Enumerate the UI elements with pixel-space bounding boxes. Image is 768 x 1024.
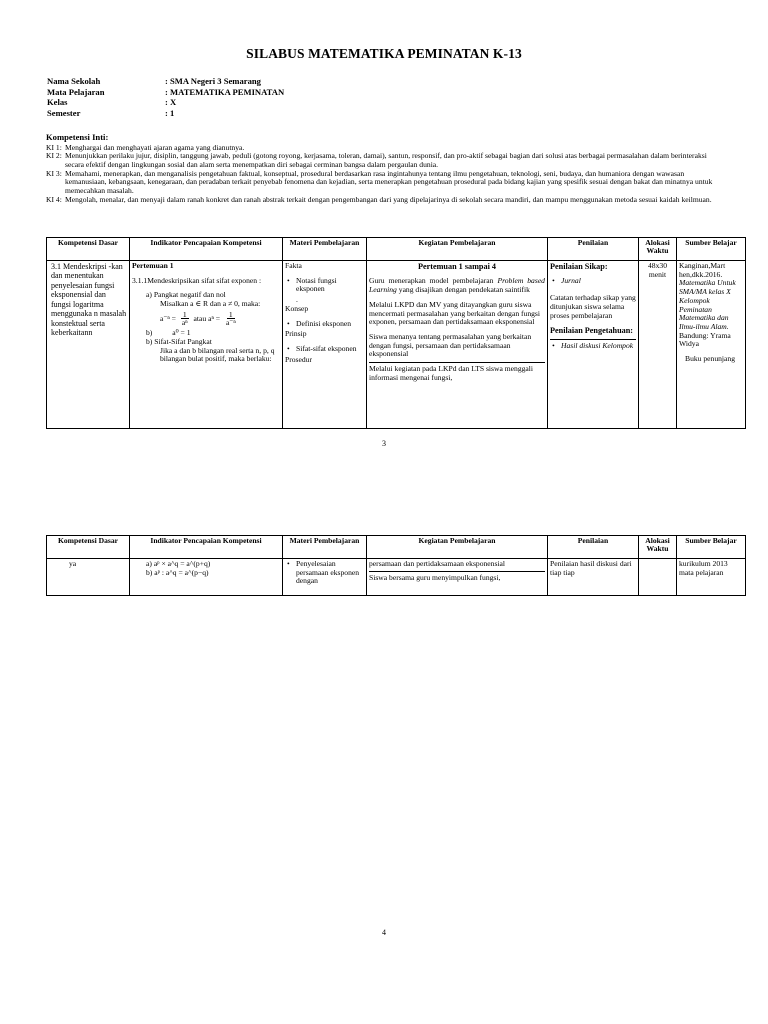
- info-value: : SMA Negeri 3 Semarang: [165, 76, 261, 86]
- info-label: Kelas: [47, 97, 68, 107]
- materi-item: • Definisi eksponen: [285, 320, 364, 329]
- kegiatan-heading: Pertemuan 1 sampai 4: [417, 262, 496, 271]
- ki-item: [46, 152, 726, 169]
- materi-item: • Sifat-sifat eksponen: [285, 345, 364, 354]
- rule-text: aᵖ × a^q = a^(p+q): [153, 559, 211, 568]
- materi-item: • Penyelesaian persamaan eksponen dengan: [285, 560, 364, 586]
- sifat-b2-label: b): [146, 336, 153, 346]
- sifat-a-label: a): [146, 290, 152, 300]
- info-row-school: [47, 77, 727, 88]
- penilaian-jurnal: • Jurnal: [550, 277, 636, 286]
- col-header-materi: Materi Pembelajaran: [283, 536, 367, 559]
- sumber-publisher: Bandung: Yrama Widya: [679, 330, 731, 349]
- indikator-text: 3.1.1Mendeskripsikan sifat sifat exponen :: [132, 275, 262, 285]
- pertemuan-label: Pertemuan 1: [132, 261, 174, 270]
- col-header-ipk: Indikator Pencapaian Kompetensi: [130, 238, 283, 261]
- col-header-alokasi: Alokasi Waktu: [639, 238, 677, 261]
- ki-text: Menghargai dan menghayati ajaran agama yang dianutnya.: [65, 142, 245, 152]
- materi-prosedur: Prosedur: [285, 354, 312, 364]
- core-competencies: [46, 133, 726, 204]
- cell-kd: [47, 559, 130, 596]
- cell-materi: [283, 559, 367, 596]
- col-header-sumber: Sumber Belajar: [677, 238, 746, 261]
- kegiatan-text: Guru menerapkan model pembelajaran: [369, 276, 494, 286]
- fraction-numerator: 1: [228, 309, 233, 319]
- divider: [369, 362, 545, 363]
- syllabus-table-page-4: [46, 535, 746, 596]
- sifat-b2-line2: Jika a dan b bilangan real serta n, p, q bilangan bulat positif, maka berlaku:: [160, 345, 275, 364]
- col-header-kd: Kompetensi Dasar: [47, 238, 130, 261]
- rule-text: aᵖ : a^q = a^(p−q): [154, 567, 209, 577]
- rule-label: a): [146, 559, 152, 568]
- quotient-rule: [132, 569, 280, 578]
- cell-penilaian: [548, 261, 639, 429]
- col-header-penilaian: Penilaian: [548, 536, 639, 559]
- page-number: 4: [382, 928, 386, 937]
- materi-dot: .: [296, 295, 298, 305]
- penilaian-catatan: Catatan terhadap sikap yang ditunjukan siswa selama proses pembelajaran: [550, 293, 636, 320]
- model-name: Problem based Learning: [369, 276, 545, 295]
- cell-sumber: [677, 559, 746, 596]
- sumber-author: Kanginan,Mart hen,dkk.2016.: [679, 261, 726, 279]
- cell-alokasi: [639, 261, 677, 429]
- ki-item: [46, 196, 726, 205]
- materi-prinsip: Prinsip: [285, 329, 307, 339]
- kegiatan-text: persamaan dan pertidaksamaan eksponensial: [369, 559, 506, 568]
- info-row-subject: [47, 88, 727, 99]
- kegiatan-paragraph: [369, 277, 545, 294]
- col-header-kegiatan: Kegiatan Pembelajaran: [367, 536, 548, 559]
- document-title: SILABUS MATEMATIKA PEMINATAN K-13: [246, 46, 522, 61]
- zero-exponent-formula: a⁰ = 1: [172, 328, 191, 338]
- sifat-a-text: Pangkat negatif dan nol: [153, 290, 226, 300]
- sifat-b-label: b): [146, 328, 153, 338]
- ki-item: [46, 170, 726, 196]
- materi-konsep: Konsep: [285, 303, 309, 313]
- kegiatan-paragraph: Melalui kegiatan pada LKPd dan LTS siswa menggali informasi mengenai fungsi,: [369, 364, 534, 382]
- cell-kd: [47, 261, 130, 429]
- page-number: 3: [382, 439, 386, 448]
- table-row: [47, 559, 746, 596]
- kd-text: 3.1 Mendeskripsi -kan dan menentukan penyelesaian fungsi eksponensial dan fungsi logaritma menggunaka n masalah konstektual serta keberkaitann: [51, 262, 127, 338]
- sifat-a-line2: Misalkan a ∈ R dan a ≠ 0, maka:: [160, 299, 261, 309]
- negative-exponent-formula: [132, 311, 280, 327]
- divider: [369, 571, 545, 572]
- fraction-denominator: aⁿ: [181, 318, 188, 328]
- fraction-denominator: a⁻ⁿ: [225, 318, 236, 328]
- materi-fakta: Fakta: [285, 261, 302, 270]
- ki-number: KI 1:: [46, 142, 62, 152]
- cell-sumber: [677, 261, 746, 429]
- penilaian-pengetahuan: Penilaian Pengetahuan:: [550, 326, 634, 336]
- fraction: [224, 311, 238, 327]
- cell-materi: [283, 261, 367, 429]
- rule-label: b): [146, 567, 153, 577]
- ki-number: KI 3:: [46, 168, 62, 178]
- kegiatan-paragraph: Siswa menanya tentang permasalahan yang berkaitan dengan fungsi, persamaan dan pertidaksamaan eksponensial: [369, 332, 532, 359]
- penilaian-hasil: • Hasil diskusi Kelompok: [550, 342, 636, 351]
- penilaian-text: Penilaian hasil diskusi dari tiap tiap: [550, 559, 632, 577]
- cell-alokasi: [639, 559, 677, 596]
- formula-mid: atau aⁿ =: [193, 313, 221, 323]
- sifat-b2-text: Sifat-Sifat Pangkat: [154, 336, 212, 346]
- col-header-kegiatan: Kegiatan Pembelajaran: [367, 238, 548, 261]
- cell-kegiatan: [367, 559, 548, 596]
- alokasi-value: 48x30 menit: [648, 261, 667, 279]
- table-header-row: [47, 536, 746, 559]
- col-header-kd: Kompetensi Dasar: [47, 536, 130, 559]
- school-info: [47, 77, 727, 119]
- kegiatan-paragraph: Melalui LKPD dan MV yang ditayangkan guru siswa mencermati permasalahan yang berkaitan dengan fungsi exponen, persamaan dan pertidaksamaan eksponensial: [369, 299, 541, 327]
- kegiatan-text: yang disajikan dengan pendekatan saintifik: [398, 285, 530, 295]
- info-label: Nama Sekolah: [47, 76, 101, 86]
- kd-text: ya: [69, 559, 77, 568]
- table-header-row: [47, 238, 746, 261]
- cell-ipk: [130, 559, 283, 596]
- info-row-semester: [47, 109, 727, 120]
- info-label: Mata Pelajaran: [47, 86, 105, 97]
- ki-number: KI 4:: [46, 194, 62, 204]
- kegiatan-text: Siswa bersama guru menyimpulkan fungsi,: [369, 572, 501, 582]
- info-row-class: [47, 98, 727, 109]
- col-header-alokasi: Alokasi Waktu: [639, 536, 677, 559]
- sumber-book: Matematika Untuk SMA/MA kelas X Kelompok Peminatan Matematika dan Ilmu-ilmu Alam.: [679, 278, 736, 332]
- info-value: : X: [165, 97, 177, 107]
- divider: [550, 339, 636, 340]
- ki-text: Menunjukkan perilaku jujur, disiplin, tanggung jawab, peduli (gotong royong, kerjasama, toleran, damai), santun, responsif, dan pro-aktif sebagai bagian dari solusi atas berbagai permasalahan dalam berinteraksi secara efektif dengan lingkungan sosial dan alam serta menempatkan diri sebagai cerminan bangsa dalam pergaulan dunia.: [65, 151, 707, 170]
- col-header-sumber: Sumber Belajar: [677, 536, 746, 559]
- col-header-materi: Materi Pembelajaran: [283, 238, 367, 261]
- table-row: [47, 261, 746, 429]
- cell-penilaian: [548, 559, 639, 596]
- syllabus-table-page-3: [46, 237, 746, 429]
- info-value: : MATEMATIKA PEMINATAN: [165, 86, 285, 97]
- fraction-numerator: 1: [182, 309, 187, 319]
- info-value: : 1: [165, 107, 175, 118]
- col-header-penilaian: Penilaian: [548, 238, 639, 261]
- sumber-buku: Buku penunjang: [685, 354, 735, 364]
- cell-kegiatan: [367, 261, 548, 429]
- ki-number: KI 2:: [46, 151, 62, 161]
- sumber-text: kurikulum 2013 mata pelajaran: [679, 559, 728, 577]
- cell-ipk: [130, 261, 283, 429]
- col-header-ipk: Indikator Pencapaian Kompetensi: [130, 536, 283, 559]
- ki-text: Memahami, menerapkan, dan menganalisis pengetahuan faktual, konseptual, prosedural berdasarkan rasa ingintahunya tentang ilmu pengetahuan, teknologi, seni, budaya, dan humaniora dengan wawasan kemanusiaan, kebangsaan, kenegaraan, dan peradaban terkait penyebab fenomena dan kejadian, serta menerapkan pengetahuan prosedural pada bidang kajian yang spesifik sesuai dengan bakat dan minatnya untuk memecahkan masalah.: [65, 168, 713, 196]
- info-label: Semester: [47, 107, 81, 118]
- penilaian-sikap: Penilaian Sikap:: [550, 262, 608, 271]
- materi-item: • Notasi fungsi eksponen: [285, 277, 364, 294]
- ki-text: Mengolah, menalar, dan menyaji dalam ranah konkret dan ranah abstrak terkait dengan pengembangan dari yang dipelajarinya di sekolah secara mandiri, dan mampu menggunakan metoda sesuai kaidah keilmuan.: [65, 194, 712, 204]
- ki-heading: Kompetensi Inti:: [46, 132, 109, 142]
- formula-lhs: a⁻ⁿ =: [160, 313, 176, 323]
- fraction: [180, 311, 190, 327]
